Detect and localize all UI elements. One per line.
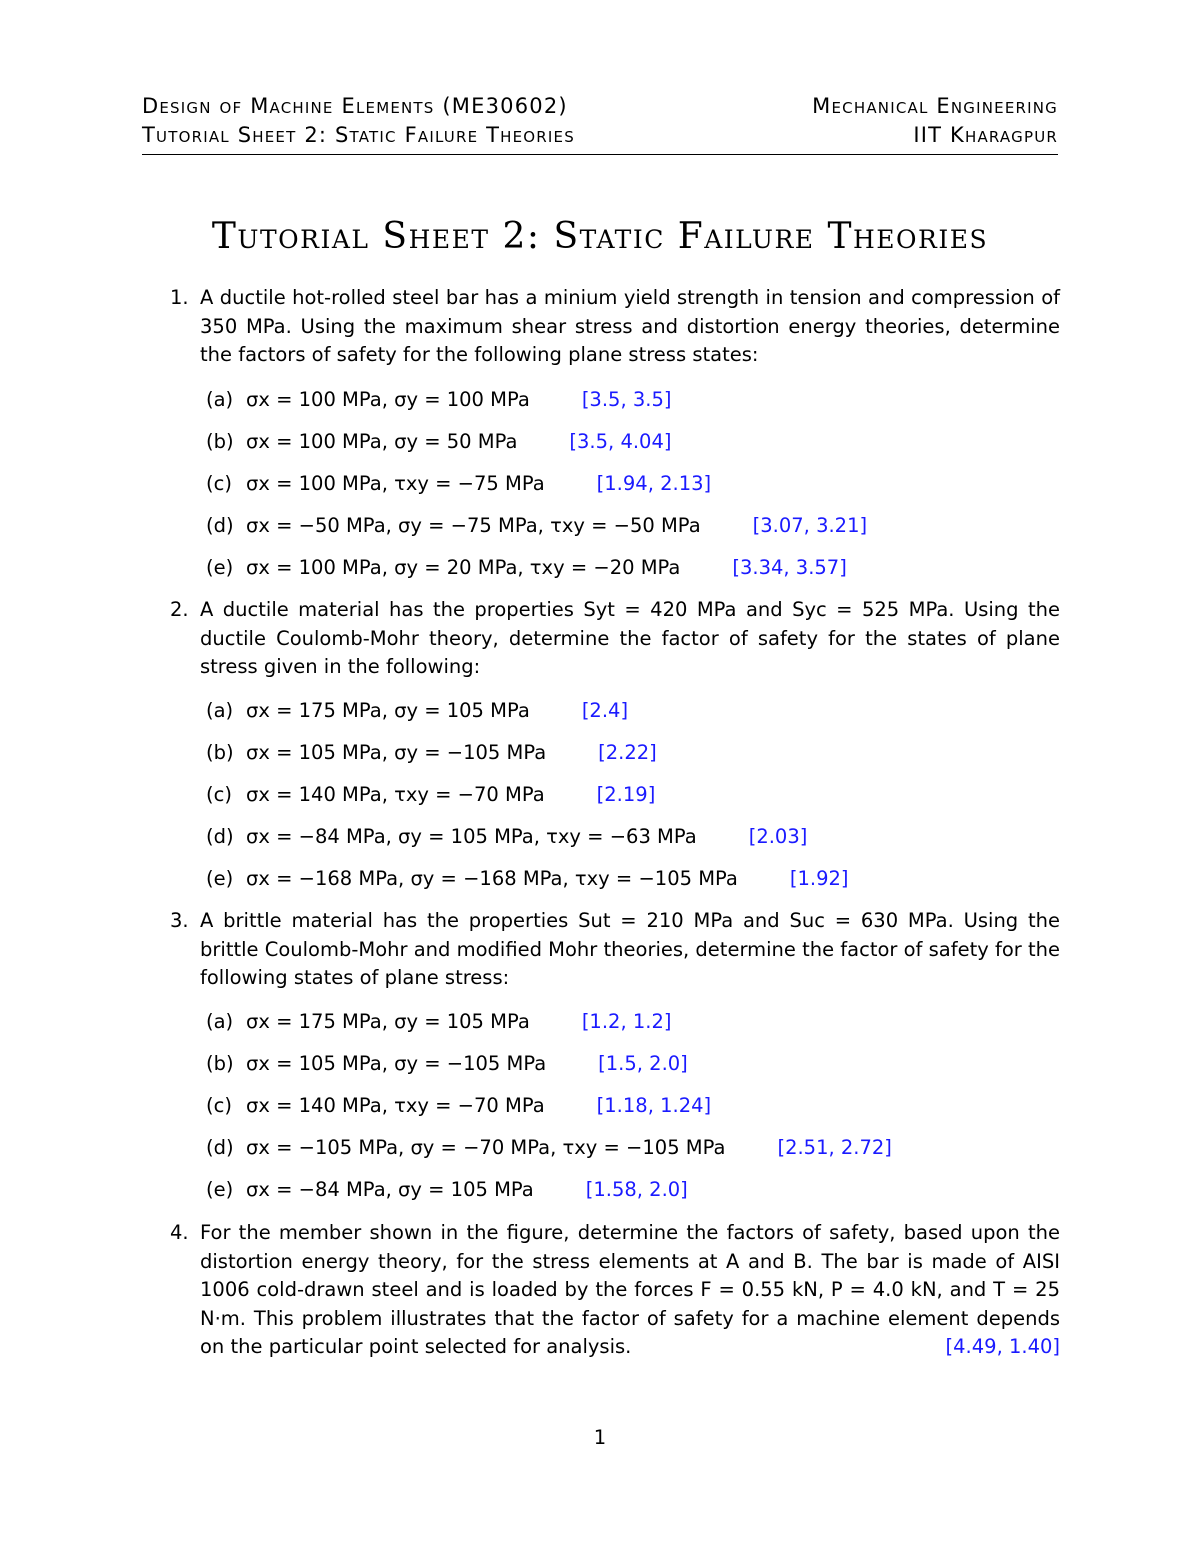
problem-3: [170, 907, 1060, 993]
problem-item: (c) σx = 140 MPa, τxy = −70 MPa [1.18, 1.24]: [206, 1094, 712, 1117]
problem-item: (a) σx = 175 MPa, σy = 105 MPa [1.2, 1.2]: [206, 1010, 672, 1033]
problem-item: (a) σx = 175 MPa, σy = 105 MPa [2.4]: [206, 699, 629, 722]
answer: [3.5, 3.5]: [581, 388, 672, 411]
problem-text: For the member shown in the figure, determine the factors of safety, based upon the distortion energy theory, for the stress elements at A and B. The bar is made of AISI 1006 cold-drawn steel and is loaded by the forces F = 0.55 kN, P = 4.0 kN, and T = 25 N·m. This problem illustrates that the factor of safety for a machine element depends on the particular point selected for analysis. [4.49, 1.40]: [200, 1219, 1060, 1362]
problem-item: (b) σx = 105 MPa, σy = −105 MPa [2.22]: [206, 741, 657, 764]
answer: [2.51, 2.72]: [777, 1136, 892, 1159]
problem-2: [170, 596, 1060, 682]
answer: [1.58, 2.0]: [585, 1178, 688, 1201]
header-institute: IIT Kharagpur: [913, 123, 1058, 147]
problem-text: A ductile material has the properties Syt = 420 MPa and Syc = 525 MPa. Using the ductile Coulomb-Mohr theory, determine the factor of safety for the states of plane stress given in the following:: [200, 598, 1060, 678]
answer: [1.92]: [789, 867, 849, 890]
problem-item: (b) σx = 100 MPa, σy = 50 MPa [3.5, 4.04]: [206, 430, 672, 453]
answer: [2.22]: [598, 741, 657, 764]
problem-item: (c) σx = 100 MPa, τxy = −75 MPa [1.94, 2.13]: [206, 472, 712, 495]
problem-4: [170, 1219, 1060, 1362]
answer: [1.94, 2.13]: [596, 472, 712, 495]
header-sheet: Tutorial Sheet 2: Static Failure Theories: [142, 123, 575, 147]
answer: [2.4]: [581, 699, 629, 722]
problem-item: (d) σx = −50 MPa, σy = −75 MPa, τxy = −50 MPa [3.07, 3.21]: [206, 514, 868, 537]
answer: [3.07, 3.21]: [752, 514, 868, 537]
problem-text: A brittle material has the properties Sut = 210 MPa and Suc = 630 MPa. Using the brittle Coulomb-Mohr and modified Mohr theories, determine the factor of safety for the following states of plane stress:: [200, 909, 1060, 989]
answer: [3.5, 4.04]: [569, 430, 672, 453]
problem-1: [170, 284, 1060, 370]
answer: [3.34, 3.57]: [732, 556, 847, 579]
problem-item: (e) σx = −168 MPa, σy = −168 MPa, τxy = −105 MPa [1.92]: [206, 867, 849, 890]
problem-text: A ductile hot-rolled steel bar has a minium yield strength in tension and compression of 350 MPa. Using the maximum shear stress and distortion energy theories, determine the factors of safety for the following plane stress states:: [200, 286, 1060, 366]
problem-item: (d) σx = −84 MPa, σy = 105 MPa, τxy = −63 MPa [2.03]: [206, 825, 808, 848]
problem-item: (c) σx = 140 MPa, τxy = −70 MPa [2.19]: [206, 783, 656, 806]
problem-item: (a) σx = 100 MPa, σy = 100 MPa [3.5, 3.5]: [206, 388, 672, 411]
answer: [2.19]: [596, 783, 656, 806]
header-rule: [142, 154, 1058, 155]
page-title: Tutorial Sheet 2: Static Failure Theories: [211, 216, 989, 257]
problem-number: 1.: [170, 286, 189, 309]
answer: [1.18, 1.24]: [596, 1094, 712, 1117]
problem-number: 4.: [170, 1221, 189, 1244]
problem-item: (e) σx = −84 MPa, σy = 105 MPa [1.58, 2.0]: [206, 1178, 688, 1201]
problem-item: (e) σx = 100 MPa, σy = 20 MPa, τxy = −20 MPa [3.34, 3.57]: [206, 556, 847, 579]
answer: [4.49, 1.40]: [945, 1335, 1060, 1358]
answer: [2.03]: [748, 825, 808, 848]
answer: [1.5, 2.0]: [598, 1052, 688, 1075]
problem-number: 2.: [170, 598, 189, 621]
header-course: Design of Machine Elements (ME30602): [142, 94, 568, 118]
header-department: Mechanical Engineering: [812, 94, 1058, 118]
answer: [1.2, 1.2]: [581, 1010, 672, 1033]
problem-item: (b) σx = 105 MPa, σy = −105 MPa [1.5, 2.0]: [206, 1052, 688, 1075]
page-number: 1: [593, 1426, 607, 1449]
problem-item: (d) σx = −105 MPa, σy = −70 MPa, τxy = −105 MPa [2.51, 2.72]: [206, 1136, 892, 1159]
problem-number: 3.: [170, 909, 189, 932]
